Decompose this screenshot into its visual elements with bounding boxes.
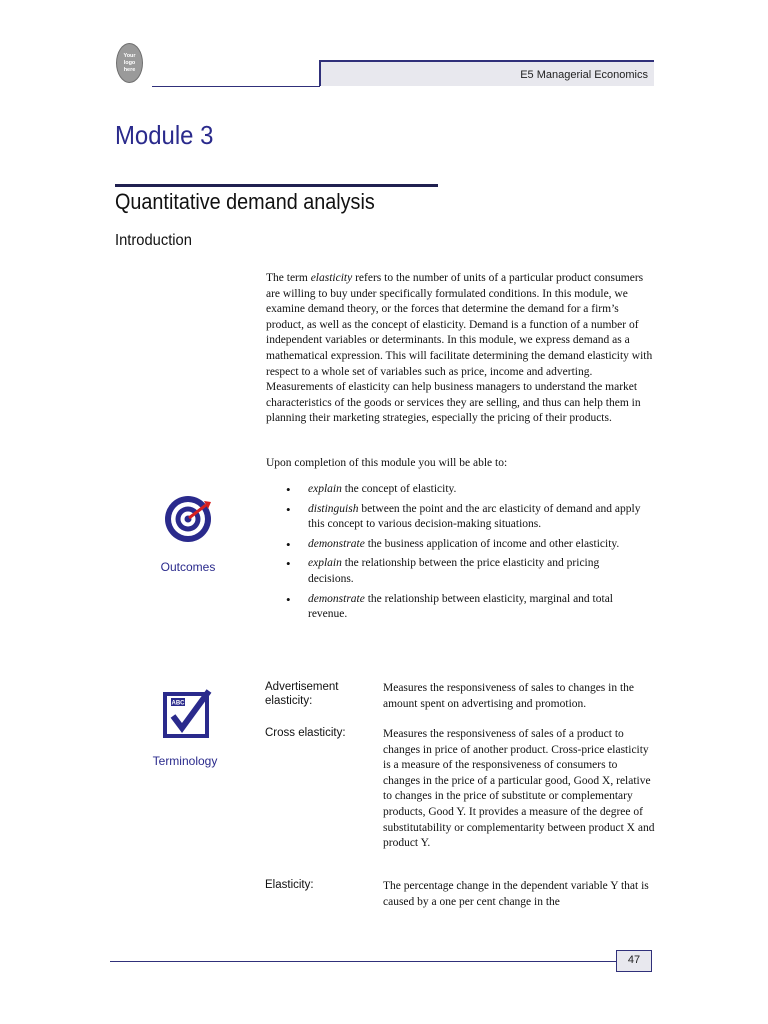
intro-text-start: The term [266, 272, 311, 284]
term-name: Advertisement elasticity: [265, 681, 339, 707]
section-heading: Introduction [115, 232, 192, 249]
outcome-verb: explain [308, 557, 342, 570]
outcomes-list [286, 482, 646, 627]
outcome-text: the relationship between the price elasticity and pricing decisions. [308, 557, 600, 585]
outcome-item [286, 537, 646, 553]
term-definition: The percentage change in the dependent variable Y that is caused by a one per cent change in the [383, 880, 649, 908]
target-icon [164, 493, 214, 543]
abc-checkbox-icon [163, 688, 213, 738]
outcomes-label: Outcomes [160, 560, 216, 574]
terminology-label: Terminology [152, 754, 218, 768]
header-rule [152, 86, 320, 87]
outcome-verb: demonstrate [308, 592, 365, 605]
intro-paragraph [266, 271, 658, 427]
outcome-text: between the point and the arc elasticity of demand and apply this concept to various decision-making situations. [308, 502, 641, 531]
term-name: Elasticity: [265, 879, 314, 891]
page-number: 47 [616, 950, 652, 972]
outcome-item [286, 482, 646, 498]
title-rule [115, 184, 438, 187]
module-subtitle: Quantitative demand analysis [115, 189, 375, 214]
outcome-verb: distinguish [308, 502, 359, 515]
outcome-text: the concept of elasticity. [341, 483, 457, 495]
term-definition: Measures the responsiveness of sales of a product to changes in price of another product. Cross-price elasticity is a measure of the responsiveness of consumers to changes in the price of a particular good, Good X, relative to changes in the price of substitute or complementary products, Good Y. It provides a measure of the degree of substitutability or complementarity between product X and product Y. [383, 728, 655, 850]
outcome-item [286, 556, 646, 587]
outcome-item [286, 502, 646, 533]
outcome-text: the relationship between elasticity, marginal and total revenue. [308, 592, 613, 621]
outcomes-lead: Upon completion of this module you will be able to: [266, 457, 508, 469]
intro-term: elasticity [310, 272, 353, 284]
term-definition: Measures the responsiveness of sales to changes in the amount spent on advertising and promotion. [383, 682, 635, 710]
term-name: Cross elasticity: [265, 727, 346, 739]
running-header [319, 60, 654, 86]
abc-text: ABC [171, 700, 185, 707]
intro-text-rest: refers to the number of units of a particular product consumers are willing to buy under specifically formulated conditions. In this module, we examine demand theory, or the forces that determine the demand for a firm’s product, as well as the concept of elasticity. Demand is a function of a number of independent variables or determinants. In this module, we express demand as a mathematical expression. This will facilitate determining the demand elasticity with respect to a whole set of variables such as price, income and adverting. Measurements of elasticity can help business managers to understand the market characteristics of the goods or services they are selling, and thus can help them in planning their marketing strategies, especially the pricing of their products. [266, 272, 653, 425]
module-title: Module 3 [115, 120, 214, 150]
outcome-item [286, 592, 646, 623]
outcome-text: the business application of income and other elasticity. [364, 537, 620, 550]
footer-rule [110, 961, 616, 962]
course-title: E5 Managerial Economics [520, 69, 648, 81]
outcome-verb: demonstrate [308, 537, 365, 550]
logo-placeholder: Your logo here [116, 43, 143, 83]
outcome-verb: explain [308, 483, 342, 495]
